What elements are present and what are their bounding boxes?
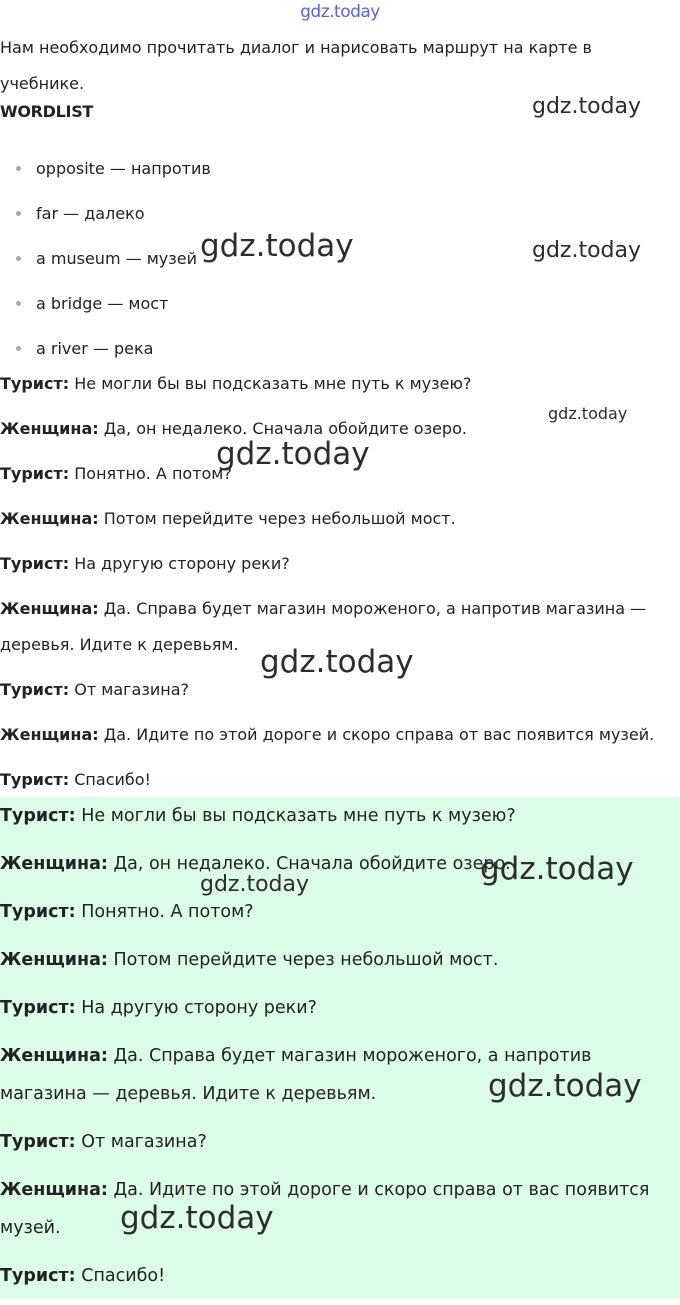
dialog-text: Понятно. А потом? [75, 902, 254, 922]
list-item-text: opposite — напротив [36, 159, 211, 178]
speaker-label: Женщина: [0, 854, 108, 874]
dialog-line [0, 1123, 676, 1161]
speaker-label: Женщина: [0, 725, 99, 744]
watermark: gdz.today [480, 851, 634, 887]
watermark: gdz.today [548, 404, 628, 423]
dialog-line [0, 797, 676, 835]
dialog-text: Понятно. А потом? [69, 464, 232, 483]
wordlist-title: WORDLIST [0, 102, 94, 121]
speaker-label: Женщина: [0, 509, 99, 528]
bullet-icon [16, 346, 21, 351]
dialog-text: От магазина? [69, 680, 190, 699]
dialog-text: Спасибо! [75, 1266, 166, 1286]
speaker-label: Женщина: [0, 1046, 108, 1066]
dialog-text: Потом перейдите через небольшой мост. [98, 509, 456, 528]
list-item [16, 242, 211, 287]
dialog-line [0, 366, 660, 402]
dialog-text: Да. Справа будет магазин мороженого, а напротив магазина — деревья. Идите к деревьям. [0, 599, 647, 654]
dialog-text: Спасибо! [69, 770, 151, 789]
dialog-text: На другую сторону реки? [69, 554, 290, 573]
watermark: gdz.today [532, 94, 642, 119]
dialog-line [0, 989, 676, 1027]
list-item [16, 197, 211, 242]
dialog-line [0, 762, 660, 798]
wordlist [16, 152, 211, 377]
dialog-text: Да. Справа будет магазин мороженого, а напротив магазина — деревья. Идите к деревьям. [0, 1046, 592, 1104]
list-item [16, 287, 211, 332]
speaker-label: Турист: [0, 770, 70, 789]
watermark: gdz.today [200, 228, 354, 264]
list-item-text: a river — река [36, 339, 154, 358]
intro-text: Нам необходимо прочитать диалог и нарисовать маршрут на карте в учебнике. [0, 38, 592, 93]
speaker-label: Турист: [0, 464, 70, 483]
speaker-label: Женщина: [0, 419, 99, 438]
watermark: gdz.today [216, 436, 370, 472]
speaker-label: Женщина: [0, 599, 99, 618]
speaker-label: Турист: [0, 554, 70, 573]
watermark: gdz.today [260, 644, 414, 680]
list-item [16, 152, 211, 197]
dialog-line [0, 1257, 676, 1295]
dialog-text: Да, он недалеко. Сначала обойдите озеро. [107, 854, 511, 874]
top-watermark: gdz.today [300, 2, 380, 22]
dialog-text: Потом перейдите через небольшой мост. [107, 950, 499, 970]
dialog-line [0, 501, 660, 537]
dialog-text: От магазина? [75, 1132, 207, 1152]
dialog-line [0, 1171, 676, 1247]
watermark: gdz.today [488, 1068, 642, 1104]
dialog-text: На другую сторону реки? [75, 998, 317, 1018]
watermark: gdz.today [200, 872, 310, 897]
bullet-icon [16, 301, 21, 306]
dialog-text: Да, он недалеко. Сначала обойдите озеро. [98, 419, 467, 438]
dialog-line [0, 546, 660, 582]
dialog-text: Да. Идите по этой дороге и скоро справа от вас появится музей. [98, 725, 655, 744]
speaker-label: Турист: [0, 806, 76, 826]
dialog-text: Не могли бы вы подсказать мне путь к музею? [75, 806, 516, 826]
speaker-label: Турист: [0, 680, 70, 699]
bullet-icon [16, 256, 21, 261]
dialog-text: Не могли бы вы подсказать мне путь к музею? [69, 374, 472, 393]
dialog-original [0, 366, 660, 807]
dialog-line [0, 893, 676, 931]
list-item-text: a museum — музей [36, 249, 197, 268]
list-item-text: a bridge — мост [36, 294, 169, 313]
list-item-text: far — далеко [36, 204, 145, 223]
watermark: gdz.today [532, 238, 642, 263]
speaker-label: Турист: [0, 1132, 76, 1152]
speaker-label: Турист: [0, 1266, 76, 1286]
speaker-label: Женщина: [0, 1180, 108, 1200]
bullet-icon [16, 211, 21, 216]
speaker-label: Турист: [0, 998, 76, 1018]
dialog-line [0, 941, 676, 979]
speaker-label: Турист: [0, 902, 76, 922]
speaker-label: Женщина: [0, 950, 108, 970]
watermark: gdz.today [120, 1200, 274, 1236]
dialog-line [0, 717, 660, 753]
dialog-text: Да. Идите по этой дороге и скоро справа от вас появится музей. [0, 1180, 650, 1238]
bullet-icon [16, 166, 21, 171]
speaker-label: Турист: [0, 374, 70, 393]
